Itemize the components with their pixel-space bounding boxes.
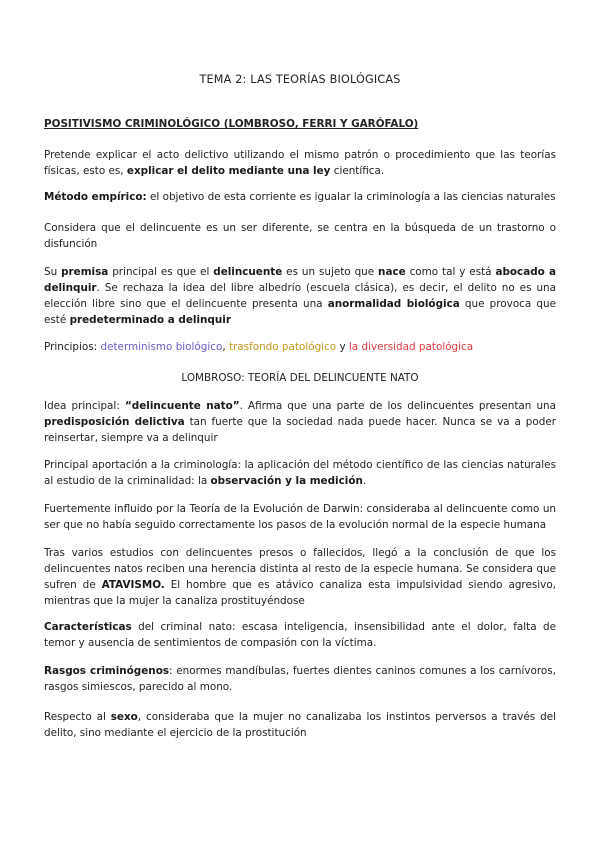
bold-run: sexo (110, 711, 138, 723)
paragraph-metodo-empirico (44, 189, 556, 205)
paragraph-idea-principal (44, 398, 556, 446)
bold-run: Rasgos criminógenos (44, 665, 170, 677)
text-run: el objetivo de esta corriente es igualar la criminología a las ciencias naturales (146, 191, 556, 203)
text-run: Idea principal: (44, 400, 125, 412)
subheading-lombroso: LOMBROSO: TEORÍA DEL DELINCUENTE NATO (181, 372, 419, 384)
principle-diversidad: la diversidad patológica (348, 341, 474, 353)
section-heading-positivismo: POSITIVISMO CRIMINOLÓGICO (LOMBROSO, FERRI Y GARÓFALO) (44, 118, 419, 130)
bold-run: nace (378, 266, 406, 278)
text-run: Principal aportación a la criminología: la aplicación del método científico de las ciencias naturales al estudio de la criminalidad: la (44, 459, 556, 487)
paragraph-darwin: Fuertemente influido por la Teoría de la Evolución de Darwin: consideraba al delincuente como un ser que no había seguido correctamente los pasos de la evolución normal de la especie humana (44, 503, 556, 531)
bold-run: anormalidad biológica (327, 298, 460, 310)
bold-run: Método empírico: (44, 191, 147, 203)
bold-run: premisa (61, 266, 109, 278)
text-run: del criminal nato: escasa inteligencia, insensibilidad ante el dolor, falta de temor y ausencia de sentimientos de compasión con la víctima. (44, 621, 556, 649)
principle-trasfondo: trasfondo patológico (228, 341, 337, 353)
paragraph-principios (44, 339, 556, 355)
bold-run: explicar el delito mediante una ley (126, 165, 331, 177)
text-run: científica. (330, 165, 385, 177)
text-run: Pretende explicar el acto delictivo utilizando el mismo patrón o procedimiento que las teorías físicas, esto es, (44, 149, 556, 177)
bold-run: Características (44, 621, 132, 633)
text-run: Su (44, 266, 62, 278)
bold-run: predisposición delictiva (44, 416, 185, 428)
bold-run: abocado a delinquir (44, 266, 557, 294)
text-run: y (336, 341, 349, 353)
bold-run: predeterminado a delinquir (69, 314, 231, 326)
paragraph-considera: Considera que el delincuente es un ser diferente, se centra en la búsqueda de un trastorno o disfunción (44, 222, 556, 250)
text-run: como tal y está (405, 266, 496, 278)
text-run: : enormes mandíbulas, fuertes dientes caninos comunes a los carnívoros, rasgos simiescos, parecido al mono. (44, 665, 556, 693)
text-run: . (362, 475, 367, 487)
text-run: El hombre que es atávico canaliza esta impulsividad siendo agresivo, mientras que la mujer la canaliza prostituyéndose (44, 579, 556, 607)
principle-determinismo: determinismo biológico (100, 341, 223, 353)
bold-run: ATAVISMO. (101, 579, 165, 591)
paragraph-caracteristicas (44, 619, 556, 651)
text-run: , consideraba que la mujer no canalizaba los instintos perversos a través del delito, sino mediante el ejercicio de la prostitución (44, 711, 556, 739)
text-run: . Se rechaza la idea del libre albedrío (escuela clásica), es decir, el delito no es una elección libre sino que el delincuente presenta una (44, 282, 556, 310)
text-run: , (222, 341, 229, 353)
bold-run: delincuente (213, 266, 283, 278)
text-run: . Afirma que una parte de los delincuentes presentan una (239, 400, 557, 412)
paragraph-pretende (44, 147, 556, 179)
text-run: Respecto al (44, 711, 111, 723)
text-run: que provoca que esté (44, 298, 557, 326)
text-run: Principios: (44, 341, 101, 353)
paragraph-rasgos (44, 663, 556, 695)
page-title: TEMA 2: LAS TEORÍAS BIOLÓGICAS (199, 73, 401, 86)
paragraph-premisa (44, 264, 556, 328)
text-run: principal es que el (108, 266, 214, 278)
text-run: tan fuerte que la sociedad nada puede hacer. Nunca se va a poder reinsertar, siempre va a delinquir (44, 416, 556, 444)
text-run: Tras varios estudios con delincuentes presos o fallecidos, llegó a la conclusión de que los delincuentes natos reciben una herencia distinta al resto de la especie humana. Se considera que sufren de (44, 547, 556, 591)
text-run: es un sujeto que (282, 266, 379, 278)
paragraph-aportacion (44, 457, 556, 489)
paragraph-atavismo (44, 545, 556, 609)
paragraph-sexo (44, 709, 556, 741)
bold-run: “delincuente nato” (124, 400, 240, 412)
bold-run: observación y la medición (210, 475, 363, 487)
